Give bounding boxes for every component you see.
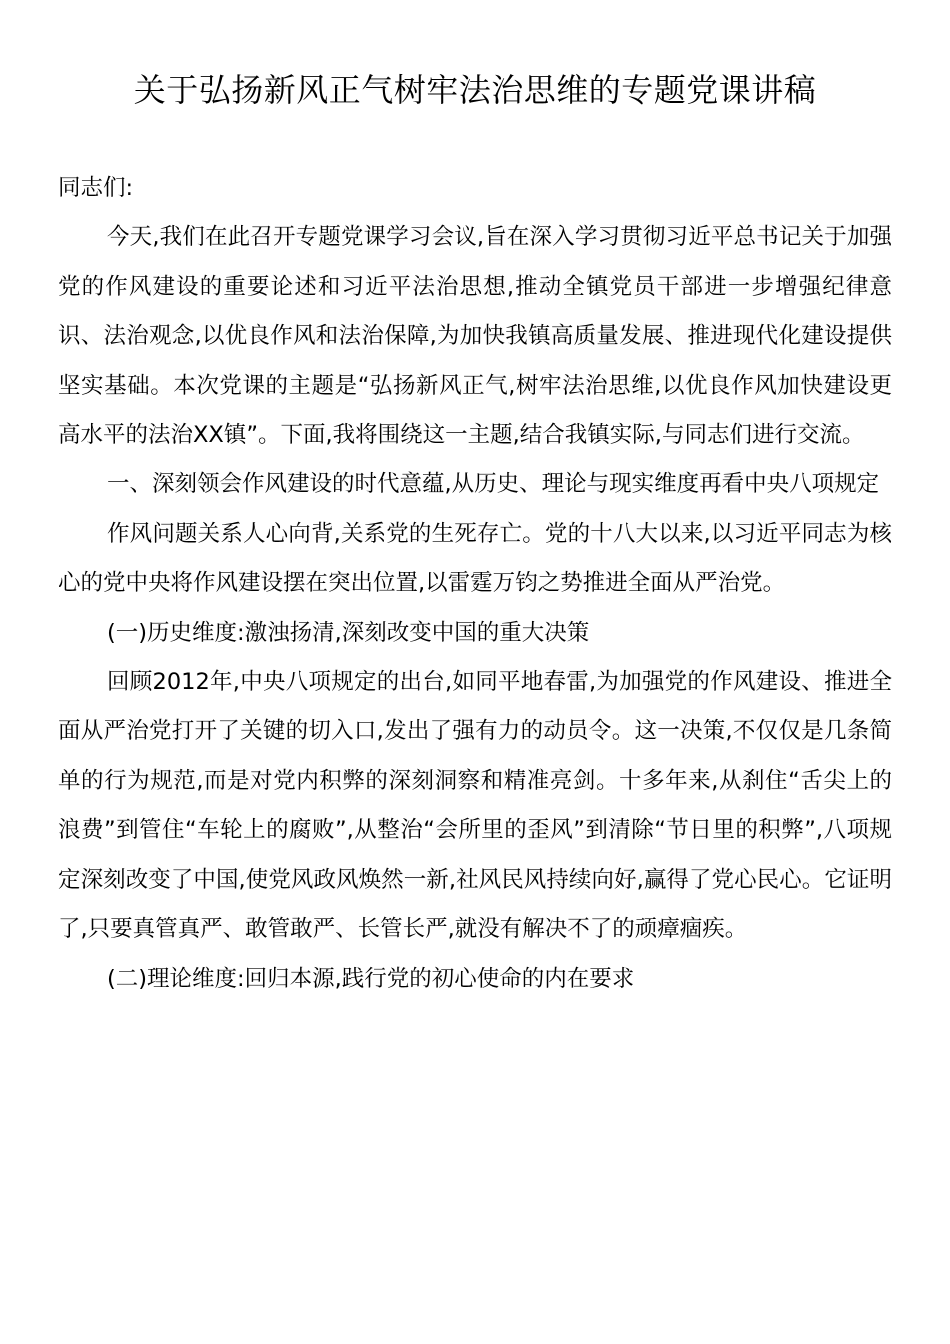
paragraph-history: 回顾2012年,中央八项规定的出台,如同平地春雷,为加强党的作风建设、推进全面从严治党打开了关键的切入口,发出了强有力的动员令。这一决策,不仅仅是几条简单的行为规范,而是对党内积弊的深刻洞察和精准亮剑。十多年来,从刹住“舌尖上的浪费”到管住“车轮上的腐败”,从整治“会所里的歪风”到清除“节日里的积弊”,八项规定深刻改变了中国,使党风政风焕然一新,社风民风持续向好,赢得了党心民心。它证明了,只要真管真严、敢管敢严、长管长严,就没有解决不了的顽瘴痼疾。 — [58, 669, 892, 943]
paragraph-section-1-intro: 作风问题关系人心向背,关系党的生死存亡。党的十八大以来,以习近平同志为核心的党中央将作风建设摆在突出位置,以雷霆万钧之势推进全面从严治党。 — [58, 520, 892, 597]
subsection-heading-2: (二)理论维度:回归本源,践行党的初心使命的内在要求 — [107, 965, 635, 992]
subsection-heading-1: (一)历史维度:激浊扬清,深刻改变中国的重大决策 — [107, 619, 590, 646]
section-heading-1: 一、深刻领会作风建设的时代意蕴,从历史、理论与现实维度再看中央八项规定 — [107, 471, 880, 498]
document-title: 关于弘扬新风正气树牢法治思维的专题党课讲稿 — [133, 71, 817, 109]
paragraph-intro: 今天,我们在此召开专题党课学习会议,旨在深入学习贯彻习近平总书记关于加强党的作风建设的重要论述和习近平法治思想,推动全镇党员干部进一步增强纪律意识、法治观念,以优良作风和法治保障,为加快我镇高质量发展、推进现代化建设提供坚实基础。本次党课的主题是“弘扬新风正气,树牢法治思维,以优良作风加快建设更高水平的法治XX镇”。下面,我将围绕这一主题,结合我镇实际,与同志们进行交流。 — [58, 224, 892, 449]
salutation: 同志们: — [58, 175, 134, 201]
document-body — [58, 164, 892, 1004]
